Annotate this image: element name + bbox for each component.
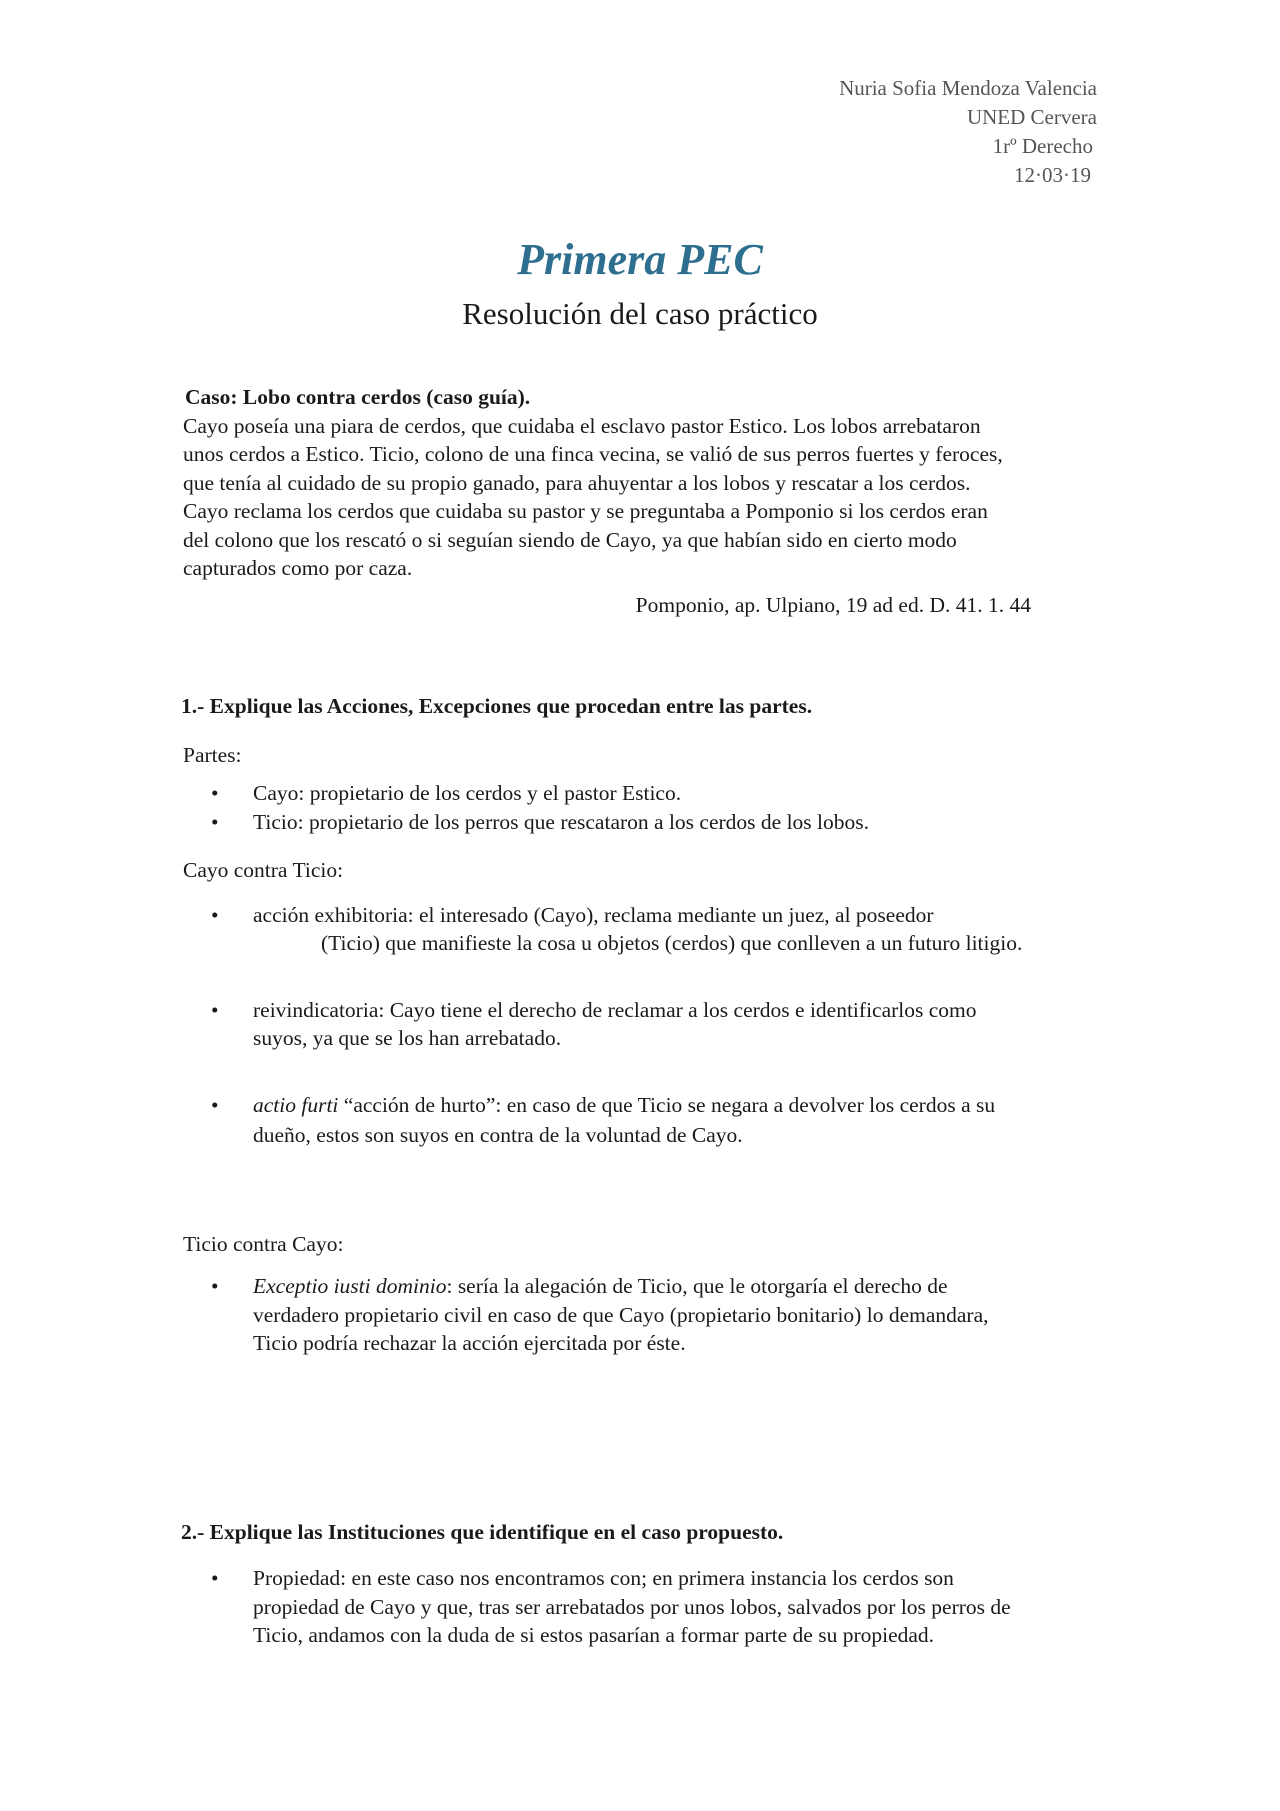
action-reivindicatoria-line1: reivindicatoria: Cayo tiene el derecho de reclamar a los cerdos e identificarlos como — [253, 997, 977, 1022]
case-line: unos cerdos a Estico. Ticio, colono de una finca vecina, se valió de sus perros fuertes y feroces, — [183, 442, 1003, 466]
page-subtitle: Resolución del caso práctico — [462, 296, 818, 331]
case-line: capturados como por caza. — [183, 556, 413, 580]
exception-text: : sería la alegación de Ticio, que le otorgaría el derecho de — [446, 1274, 948, 1298]
bullet-icon: • — [211, 997, 219, 1022]
exception-line3: Ticio podría rechazar la acción ejercitada por éste. — [253, 1331, 686, 1355]
action-furti-line2: dueño, estos son suyos en contra de la voluntad de Cayo. — [253, 1123, 743, 1147]
party-cayo: Cayo: propietario de los cerdos y el pastor Estico. — [253, 781, 682, 805]
list-item — [183, 901, 1103, 958]
party-ticio: Ticio: propietario de los perros que rescataron a los cerdos de los lobos. — [253, 809, 869, 834]
ticio-exceptions-list — [183, 1272, 1103, 1358]
bullet-icon: • — [211, 1566, 219, 1590]
date: 12·03·19 — [1014, 163, 1091, 187]
case-citation: Pomponio, ap. Ulpiano, 19 ad ed. D. 41. 1. 44 — [635, 592, 1031, 617]
list-item — [183, 996, 1103, 1053]
list-item — [183, 808, 1103, 837]
bullet-icon: • — [211, 902, 219, 927]
institutions-list — [183, 1564, 1103, 1650]
document-body — [183, 383, 1103, 1650]
question-1-heading: 1.- Explique las Acciones, Excepciones que procedan entre las partes. — [181, 694, 813, 718]
question-2-heading: 2.- Explique las Instituciones que identifique en el caso propuesto. — [181, 1519, 784, 1544]
case-line: Cayo poseía una piara de cerdos, que cuidaba el esclavo pastor Estico. Los lobos arrebataron — [183, 413, 981, 438]
case-title: Caso: Lobo contra cerdos (caso guía). — [185, 385, 531, 409]
list-item — [183, 1091, 1103, 1150]
bullet-icon: • — [211, 1274, 219, 1298]
page-title: Primera PEC — [517, 235, 763, 284]
list-item — [183, 1272, 1103, 1358]
action-exhibitoria-line2: (Ticio) que manifieste la cosa u objetos (cerdos) que conlleven a un futuro litigio. — [321, 931, 1023, 955]
author-header — [839, 74, 1097, 190]
parties-list — [183, 779, 1103, 836]
case-line: que tenía al cuidado de su propio ganado, para ahuyentar a los lobos y rescatar a los cerdos. — [183, 470, 971, 495]
cayo-vs-ticio-label: Cayo contra Ticio: — [183, 858, 344, 882]
bullet-icon: • — [211, 1092, 219, 1117]
course: 1rº Derecho — [992, 134, 1093, 158]
cayo-actions-list — [183, 901, 1103, 1150]
bullet-icon: • — [211, 781, 219, 805]
propiedad-line3: Ticio, andamos con la duda de si estos pasarían a formar parte de su propiedad. — [253, 1623, 935, 1647]
parties-label: Partes: — [183, 742, 242, 767]
institution: UNED Cervera — [966, 105, 1097, 129]
bullet-icon: • — [211, 809, 219, 834]
propiedad-line2: propiedad de Cayo y que, tras ser arrebatados por unos lobos, salvados por los perros de — [253, 1594, 1011, 1619]
action-exhibitoria-line1: acción exhibitoria: el interesado (Cayo), reclama mediante un juez, al poseedor — [253, 902, 934, 927]
author-name: Nuria Sofia Mendoza Valencia — [839, 76, 1097, 100]
case-line: Cayo reclama los cerdos que cuidaba su pastor y se preguntaba a Pomponio si los cerdos eran — [183, 499, 988, 523]
action-furti-term: actio furti — [253, 1092, 339, 1117]
case-line: del colono que los rescató o si seguían siendo de Cayo, ya que habían sido en cierto modo — [183, 527, 957, 552]
propiedad-line1: Propiedad: en este caso nos encontramos con; en primera instancia los cerdos son — [253, 1566, 954, 1590]
action-furti-text: “acción de hurto”: en caso de que Ticio se negara a devolver los cerdos a su — [338, 1092, 996, 1117]
exception-line1 — [253, 1272, 1103, 1301]
exception-line2: verdadero propietario civil en caso de que Cayo (propietario bonitario) lo demandara, — [253, 1302, 989, 1327]
action-reivindicatoria-line2: suyos, ya que se los han arrebatado. — [253, 1026, 562, 1050]
ticio-vs-cayo-label: Ticio contra Cayo: — [183, 1231, 344, 1256]
exception-term: Exceptio iusti dominio — [253, 1274, 447, 1298]
list-item — [183, 1564, 1103, 1650]
case-text — [183, 412, 1103, 583]
list-item — [183, 779, 1103, 808]
action-furti-line1 — [253, 1091, 1103, 1120]
